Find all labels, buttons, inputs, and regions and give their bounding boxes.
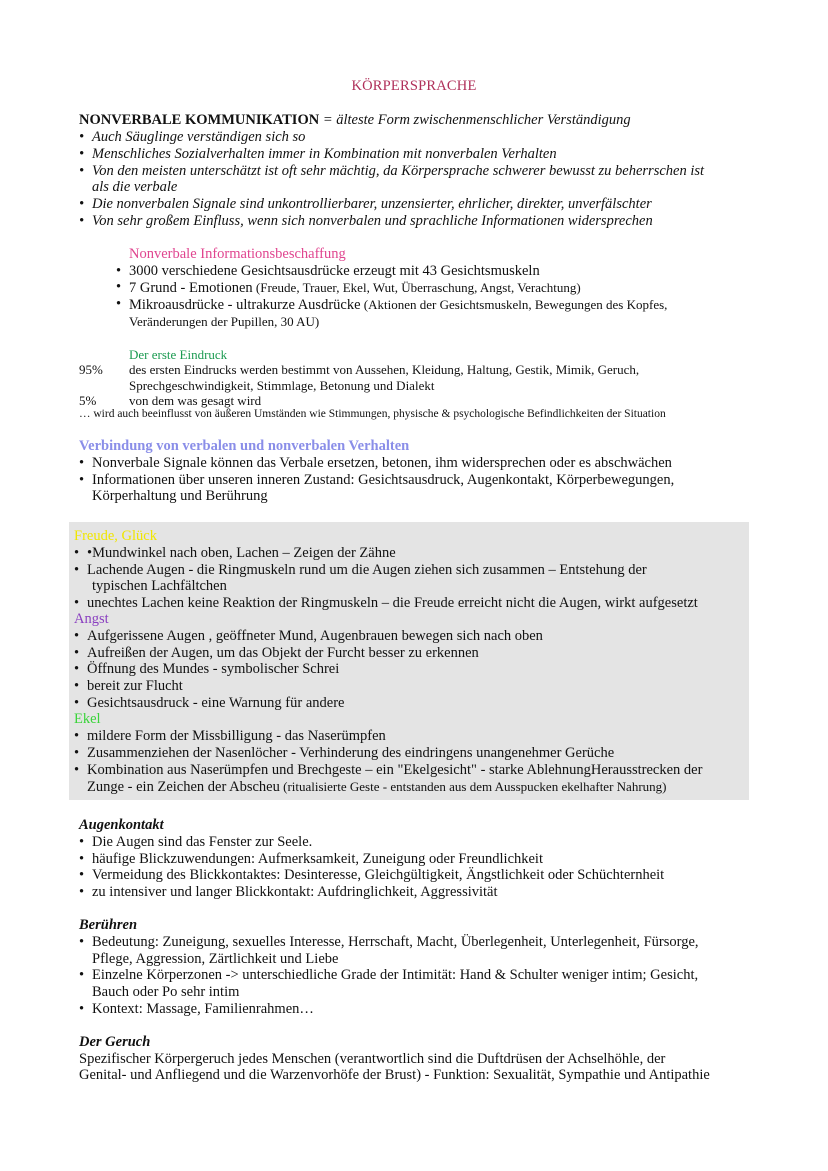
- joy-bullet-cont: typischen Lachfältchen: [92, 578, 227, 594]
- eye-contact-bullet: • zu intensiver und langer Blickkontakt: Aufdringlichkeit, Aggressivität: [92, 884, 498, 901]
- intro-heading: NONVERBALE KOMMUNIKATION: [79, 112, 320, 128]
- smell-heading: Der Geruch: [79, 1034, 151, 1050]
- info-bullet-main: Mikroausdrücke - ultrakurze Ausdrücke: [129, 297, 361, 313]
- percent-5: 5%: [79, 393, 97, 408]
- disgust-cont-main: Zunge - ein Zeichen der Abscheu: [87, 779, 280, 795]
- disgust-bullet-cont: [87, 778, 666, 796]
- connection-heading: Verbindung von verbalen und nonverbalen Verhalten: [79, 438, 410, 454]
- first-impression-heading: Der erste Eindruck: [129, 347, 228, 362]
- joy-bullet: • unechtes Lachen keine Reaktion der Ringmuskeln – die Freude erreicht nicht die Augen, wirkt aufgesetzt: [87, 595, 698, 612]
- eye-contact-heading: Augenkontakt: [79, 817, 164, 833]
- fear-bullet: • Öffnung des Mundes - symbolischer Schrei: [87, 661, 339, 678]
- smell-text-line: Spezifischer Körpergeruch jedes Menschen (verantwortlich sind die Duftdrüsen der Achselhöhle, der: [79, 1051, 666, 1067]
- fear-bullet: • Gesichtsausdruck - eine Warnung für andere: [87, 695, 344, 712]
- info-bullet: [129, 279, 581, 297]
- touch-heading: Berühren: [79, 917, 138, 933]
- intro-bullet: • Auch Säuglinge verständigen sich so: [92, 129, 305, 146]
- percent-95-text: des ersten Eindrucks werden bestimmt von Aussehen, Kleidung, Haltung, Gestik, Mimik, Geruch,: [129, 362, 640, 377]
- percent-5-text: von dem was gesagt wird: [129, 393, 262, 408]
- intro-bullet: • Von den meisten unterschätzt ist oft sehr mächtig, da Körpersprache schwerer bewusst zu beherrschen ist: [92, 163, 704, 180]
- info-bullet: • 3000 verschiedene Gesichtsausdrücke erzeugt mit 43 Gesichtsmuskeln: [129, 263, 540, 280]
- first-impression-note: … wird auch beeinflusst von äußeren Umständen wie Stimmungen, physische & psychologische Befindlichkeiten der Situation: [79, 408, 666, 420]
- fear-heading: Angst: [74, 611, 109, 627]
- joy-heading: Freude, Glück: [74, 528, 157, 544]
- disgust-bullet: • mildere Form der Missbilligung - das Naserümpfen: [87, 728, 386, 745]
- touch-bullet-cont: Bauch oder Po sehr intim: [92, 984, 240, 1000]
- joy-bullet: • •Mundwinkel nach oben, Lachen – Zeigen der Zähne: [87, 545, 396, 562]
- connection-bullet: • Informationen über unseren inneren Zustand: Gesichtsausdruck, Augenkontakt, Körperbewegungen,: [92, 472, 674, 489]
- info-bullet-cont: Veränderungen der Pupillen, 30 AU): [129, 314, 320, 329]
- touch-bullet: • Einzelne Körperzonen -> unterschiedliche Grade der Intimität: Hand & Schulter weniger intim; Gesicht,: [92, 967, 698, 984]
- disgust-bullet: • Kombination aus Naserümpfen und Brechgeste – ein "Ekelgesicht" - starke AblehnungHerausstrecken der: [87, 762, 702, 779]
- intro-bullet-cont: als die verbale: [92, 179, 178, 195]
- eye-contact-bullet: • Die Augen sind das Fenster zur Seele.: [92, 834, 312, 851]
- intro-bullet: • Menschliches Sozialverhalten immer in Kombination mit nonverbalen Verhalten: [92, 146, 557, 163]
- connection-bullet: • Nonverbale Signale können das Verbale ersetzen, betonen, ihm widersprechen oder es abschwächen: [92, 455, 672, 472]
- smell-text-line: Genital- und Anfliegend und die Warzenvorhöfe der Brust) - Funktion: Sexualität, Sympathie und Antipathie: [79, 1067, 710, 1083]
- eye-contact-bullet: • Vermeidung des Blickkontaktes: Desinteresse, Gleichgültigkeit, Ängstlichkeit oder Schüchternheit: [92, 867, 664, 884]
- fear-bullet: • bereit zur Flucht: [87, 678, 183, 695]
- fear-bullet: • Aufreißen der Augen, um das Objekt der Furcht besser zu erkennen: [87, 645, 479, 662]
- intro-heading-line: [79, 112, 631, 129]
- page-title: KÖRPERSPRACHE: [351, 78, 477, 94]
- info-bullet-main: 7 Grund - Emotionen: [129, 280, 253, 296]
- percent-95-cont: Sprechgeschwindigkeit, Stimmlage, Betonung und Dialekt: [129, 378, 435, 393]
- intro-bullet: • Von sehr großem Einfluss, wenn sich nonverbalen und sprachliche Informationen widersprechen: [92, 213, 653, 230]
- intro-bullet: • Die nonverbalen Signale sind unkontrollierbarer, unzensierter, ehrlicher, direkter, unverfälschter: [92, 196, 652, 213]
- info-bullet-small: (Freude, Trauer, Ekel, Wut, Überraschung, Angst, Verachtung): [252, 280, 581, 295]
- info-bullet-small: (Aktionen der Gesichtsmuskeln, Bewegungen des Kopfes,: [360, 297, 668, 312]
- disgust-heading: Ekel: [74, 711, 101, 727]
- connection-bullet-cont: Körperhaltung und Berührung: [92, 488, 268, 504]
- touch-bullet: • Kontext: Massage, Familienrahmen…: [92, 1001, 314, 1018]
- eye-contact-bullet: • häufige Blickzuwendungen: Aufmerksamkeit, Zuneigung oder Freundlichkeit: [92, 851, 543, 868]
- joy-bullet: • Lachende Augen - die Ringmuskeln rund um die Augen ziehen sich zusammen – Entstehung der: [87, 562, 647, 579]
- disgust-bullet: • Zusammenziehen der Nasenlöcher - Verhinderung des eindringens unangenehmer Gerüche: [87, 745, 614, 762]
- percent-95: 95%: [79, 362, 103, 377]
- disgust-cont-small: (ritualisierte Geste - entstanden aus dem Ausspucken ekelhafter Nahrung): [279, 779, 667, 794]
- info-heading: Nonverbale Informationsbeschaffung: [129, 246, 346, 262]
- intro-heading-rest: = älteste Form zwischenmenschlicher Verständigung: [319, 112, 631, 128]
- touch-bullet-cont: Pflege, Aggression, Zärtlichkeit und Liebe: [92, 951, 339, 967]
- touch-bullet: • Bedeutung: Zuneigung, sexuelles Interesse, Herrschaft, Macht, Überlegenheit, Unterlegenheit, Fürsorge,: [92, 934, 699, 951]
- info-bullet: [129, 296, 667, 314]
- fear-bullet: • Aufgerissene Augen , geöffneter Mund, Augenbrauen bewegen sich nach oben: [87, 628, 543, 645]
